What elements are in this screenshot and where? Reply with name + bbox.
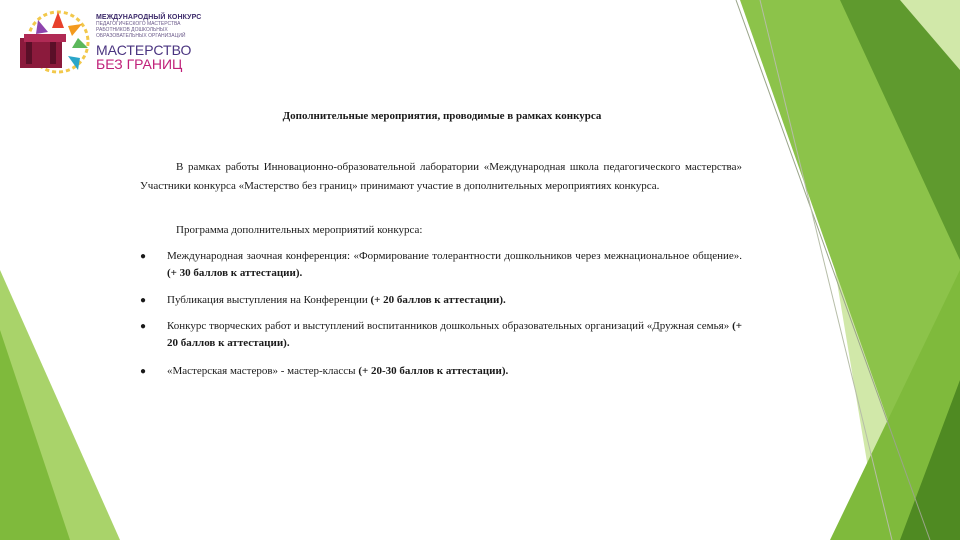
- list-item: [140, 318, 742, 352]
- bullet-icon: ●: [140, 321, 147, 332]
- document-title: Дополнительные мероприятия, проводимые в рамках конкурса: [282, 110, 602, 122]
- list-item-points: (+ 20 баллов к аттестации).: [167, 320, 742, 349]
- list-item-text: [167, 248, 742, 282]
- list-item-text: [167, 292, 742, 309]
- bullet-icon: ●: [140, 366, 147, 377]
- list-item-points: (+ 30 баллов к аттестации).: [167, 267, 303, 279]
- list-item: [140, 292, 742, 309]
- list-item: [140, 363, 742, 380]
- logo-title-line-1: МАСТЕРСТВО: [96, 42, 192, 58]
- program-heading: Программа дополнительных мероприятий конкурса:: [176, 224, 423, 236]
- bullet-icon: ●: [140, 295, 147, 306]
- list-item-points: (+ 20-30 баллов к аттестации).: [358, 365, 509, 377]
- logo-line-small-3: ОБРАЗОВАТЕЛЬНЫХ ОРГАНИЗАЦИЙ: [96, 33, 186, 39]
- logo-text: [96, 14, 206, 72]
- logo-title-line-2: БЕЗ ГРАНИЦ: [96, 56, 183, 72]
- list-item-description: «Мастерская мастеров» - мастер-классы: [167, 365, 359, 377]
- list-item: [140, 248, 742, 282]
- logo-line-contest: МЕЖДУНАРОДНЫЙ КОНКУРС: [96, 14, 202, 21]
- contest-logo: [12, 8, 202, 80]
- logo-line-small-1: ПЕДАГОГИЧЕСКОГО МАСТЕРСТВА: [96, 21, 181, 27]
- list-item-description: Конкурс творческих работ и выступлений воспитанников дошкольных образовательных организаций «Дружная семья»: [167, 320, 733, 332]
- list-item-text: [167, 363, 742, 380]
- list-item-points: (+ 20 баллов к аттестации).: [370, 294, 506, 306]
- list-item-text: [167, 318, 742, 352]
- bullet-icon: ●: [140, 251, 147, 262]
- logo-emblem-icon: [12, 8, 92, 80]
- list-item-description: Международная заочная конференция: «Формирование толерантности дошкольников через межнациональное общение».: [167, 250, 742, 262]
- intro-paragraph: В рамках работы Инновационно-образовательной лаборатории «Международная школа педагогического мастерства» Участники конкурса «Мастерство без границ» принимают участие в дополнительных мероприятиях конкурса.: [140, 161, 742, 192]
- list-item-description: Публикация выступления на Конференции: [167, 294, 371, 306]
- logo-line-small-2: РАБОТНИКОВ ДОШКОЛЬНЫХ: [96, 27, 168, 33]
